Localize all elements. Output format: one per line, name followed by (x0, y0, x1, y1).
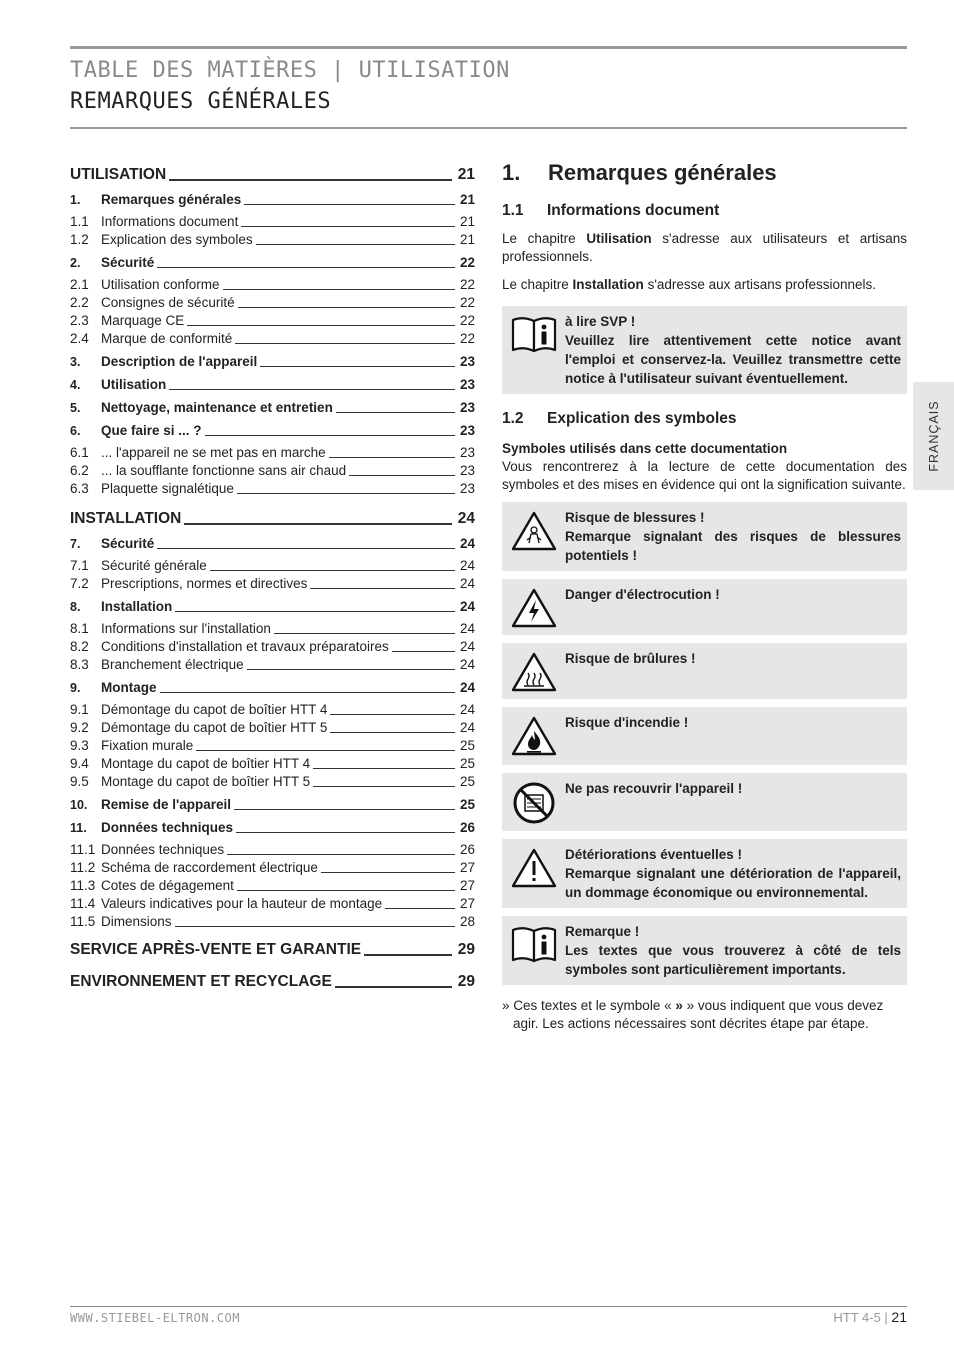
symbol-box (502, 579, 907, 635)
toc-entry-page: 22 (459, 331, 475, 346)
toc-entry-label: Cotes de dégagement (101, 878, 234, 893)
toc-entry-label: Utilisation (101, 377, 167, 392)
toc-leader-line (256, 244, 455, 245)
toc-entry (70, 353, 475, 371)
toc-entry-label: INSTALLATION (70, 510, 182, 527)
toc-entry-number: 1.1 (70, 214, 89, 229)
toc-entry-page: 23 (459, 481, 475, 496)
toc-entry (70, 444, 475, 462)
language-tab: FRANÇAIS (913, 382, 954, 490)
toc-entry-label: Remise de l'appareil (101, 797, 232, 812)
toc-entry-page: 27 (459, 878, 475, 893)
toc-entry-page: 24 (459, 576, 475, 591)
toc-entry-label: Valeurs indicatives pour la hauteur de montage (101, 896, 383, 911)
toc-leader-line (321, 872, 455, 873)
toc-entry-number: 11.5 (70, 914, 96, 929)
toc-leader-line (274, 633, 455, 634)
toc-entry-label: UTILISATION (70, 166, 167, 183)
toc-entry-page: 23 (459, 463, 475, 478)
toc-entry-number: 8. (70, 600, 81, 614)
symbol-box (502, 773, 907, 831)
symbol-title: Ne pas recouvrir l'appareil ! (565, 781, 743, 796)
toc-entry-number: 11.3 (70, 878, 96, 893)
toc-leader-line (349, 475, 455, 476)
injury-warning-icon (502, 508, 565, 565)
toc-entry (70, 557, 475, 575)
toc-entry-number: 6.3 (70, 481, 89, 496)
toc-leader-line (184, 523, 452, 525)
toc-entry-label: Nettoyage, maintenance et entretien (101, 400, 333, 415)
symbol-box (502, 643, 907, 699)
toc-entry (70, 535, 475, 553)
toc-entry-number: 1. (70, 193, 81, 207)
toc-leader-line (157, 267, 455, 268)
manual-info-icon (502, 922, 565, 979)
main-content (502, 160, 907, 1033)
toc-entry-label: ENVIRONNEMENT ET RECYCLAGE (70, 973, 332, 990)
toc-leader-line (364, 954, 452, 956)
toc-entry-label: ... la soufflante fonctionne sans air chaud (101, 463, 347, 478)
toc-entry (70, 939, 475, 961)
symbol-title: Détériorations éventuelles ! (565, 847, 743, 862)
symbol-title: Risque de blessures ! (565, 510, 705, 525)
toc-leader-line (313, 768, 455, 769)
toc-entry-page: 21 (459, 192, 475, 207)
toc-leader-line (205, 435, 455, 436)
table-of-contents (70, 164, 475, 995)
toc-entry-label: Remarques générales (101, 192, 242, 207)
toc-entry-page: 25 (459, 738, 475, 753)
toc-entry-page: 24 (459, 657, 475, 672)
toc-entry-label: Fixation murale (101, 738, 194, 753)
toc-leader-line (244, 204, 455, 205)
toc-leader-line (237, 493, 455, 494)
toc-entry-page: 26 (459, 842, 475, 857)
toc-entry-page: 24 (459, 621, 475, 636)
toc-entry (70, 213, 475, 231)
toc-entry-number: 4. (70, 378, 81, 392)
header-top-rule (70, 46, 907, 49)
toc-entry (70, 191, 475, 209)
paragraph-utilisation: Le chapitre Utilisation s'adresse aux utilisateurs et artisans professionnels. (502, 231, 908, 264)
header-title-line1: TABLE DES MATIÈRES | UTILISATION (70, 58, 510, 83)
symbol-title: Risque de brûlures ! (565, 651, 696, 666)
toc-leader-line (187, 325, 455, 326)
symbol-description: Remarque signalant des risques de blessures potentiels ! (565, 529, 901, 563)
toc-entry-page: 28 (459, 914, 475, 929)
toc-entry (70, 773, 475, 791)
header-bottom-rule (70, 127, 907, 129)
toc-entry (70, 399, 475, 417)
toc-entry-page: 24 (459, 536, 475, 551)
toc-leader-line (157, 548, 455, 549)
toc-entry-number: 11.4 (70, 896, 96, 911)
toc-entry-page: 24 (459, 639, 475, 654)
toc-leader-line (313, 786, 455, 787)
toc-leader-line (260, 366, 455, 367)
toc-spacer (70, 498, 475, 508)
toc-entry-number: 2.4 (70, 331, 89, 346)
toc-entry (70, 796, 475, 814)
toc-leader-line (223, 289, 455, 290)
toc-entry-page: 24 (459, 702, 475, 717)
symbol-description: Remarque signalant une détérioration de l'appareil, un dommage économique ou environnemental. (565, 866, 901, 900)
toc-entry (70, 575, 475, 593)
symbol-box (502, 839, 907, 908)
toc-entry-label: Branchement électrique (101, 657, 244, 672)
toc-entry-number: 5. (70, 401, 81, 415)
toc-leader-line (385, 908, 455, 909)
toc-spacer (70, 931, 475, 939)
toc-entry-number: 2.3 (70, 313, 89, 328)
toc-entry-page: 25 (459, 797, 475, 812)
symbol-box (502, 916, 907, 985)
toc-entry (70, 638, 475, 656)
toc-entry-page: 23 (459, 354, 475, 369)
toc-entry (70, 656, 475, 674)
toc-entry-page: 21 (459, 232, 475, 247)
toc-entry (70, 737, 475, 755)
toc-entry-label: Montage (101, 680, 157, 695)
toc-entry (70, 376, 475, 394)
toc-entry-number: 6.1 (70, 445, 89, 460)
toc-entry (70, 422, 475, 440)
toc-entry-label: Dimensions (101, 914, 172, 929)
toc-entry (70, 480, 475, 498)
toc-entry (70, 508, 475, 530)
toc-entry-label: Sécurité (101, 536, 155, 551)
toc-leader-line (175, 926, 455, 927)
toc-leader-line (235, 343, 455, 344)
damage-warning-icon (502, 845, 565, 902)
toc-entry-page: 22 (459, 295, 475, 310)
toc-entry-number: 6. (70, 424, 81, 438)
toc-leader-line (330, 714, 455, 715)
toc-entry (70, 877, 475, 895)
toc-entry-page: 27 (459, 896, 475, 911)
burn-warning-icon (502, 649, 565, 693)
toc-entry-number: 8.1 (70, 621, 89, 636)
toc-entry-number: 7. (70, 537, 81, 551)
toc-entry-number: 2.1 (70, 277, 89, 292)
toc-entry (70, 895, 475, 913)
toc-entry-number: 8.3 (70, 657, 89, 672)
paragraph-installation: Le chapitre Installation s'adresse aux artisans professionnels. (502, 277, 877, 292)
toc-leader-line (236, 832, 455, 833)
toc-leader-line (329, 457, 455, 458)
toc-entry-page: 29 (457, 973, 475, 990)
symbol-description: Les textes que vous trouverez à côté de tels symboles sont particulièrement importants. (565, 943, 901, 977)
toc-leader-line (175, 611, 455, 612)
toc-entry-number: 9. (70, 681, 81, 695)
toc-entry (70, 971, 475, 993)
toc-leader-line (330, 732, 455, 733)
toc-entry (70, 598, 475, 616)
toc-leader-line (238, 307, 455, 308)
toc-entry (70, 620, 475, 638)
toc-entry-number: 11.2 (70, 860, 96, 875)
toc-entry-label: Marque de conformité (101, 331, 233, 346)
toc-entry-label: Explication des symboles (101, 232, 253, 247)
toc-entry-label: Que faire si ... ? (101, 423, 202, 438)
footer-page-info: HTT 4-5 | 21 (833, 1309, 907, 1325)
toc-entry-label: Informations document (101, 214, 239, 229)
toc-leader-line (196, 750, 455, 751)
toc-entry-page: 23 (459, 423, 475, 438)
toc-entry-page: 25 (459, 756, 475, 771)
toc-leader-line (310, 588, 455, 589)
toc-entry-page: 22 (459, 277, 475, 292)
toc-entry-label: Sécurité générale (101, 558, 207, 573)
page-number: 21 (891, 1309, 907, 1325)
toc-entry-number: 1.2 (70, 232, 89, 247)
toc-entry (70, 462, 475, 480)
toc-entry-label: Montage du capot de boîtier HTT 5 (101, 774, 311, 789)
toc-entry-label: Conditions d'installation et travaux préparatoires (101, 639, 389, 654)
toc-entry-number: 8.2 (70, 639, 89, 654)
toc-entry (70, 294, 475, 312)
toc-entry-number: 6.2 (70, 463, 89, 478)
footer-url: WWW.STIEBEL-ELTRON.COM (70, 1311, 240, 1325)
toc-entry-number: 9.2 (70, 720, 89, 735)
symbol-title: Risque d'incendie ! (565, 715, 689, 730)
toc-entry-page: 26 (459, 820, 475, 835)
toc-leader-line (247, 669, 455, 670)
toc-entry (70, 719, 475, 737)
toc-entry-label: Marquage CE (101, 313, 185, 328)
toc-entry-number: 7.2 (70, 576, 89, 591)
toc-entry-page: 21 (457, 166, 475, 183)
toc-entry-number: 9.1 (70, 702, 89, 717)
electrocution-warning-icon (502, 585, 565, 629)
toc-entry (70, 819, 475, 837)
toc-entry-page: 24 (459, 558, 475, 573)
toc-entry-page: 21 (459, 214, 475, 229)
toc-entry-label: Utilisation conforme (101, 277, 220, 292)
toc-entry-number: 3. (70, 355, 81, 369)
toc-entry-page: 24 (457, 510, 475, 527)
toc-leader-line (234, 809, 455, 810)
toc-entry (70, 254, 475, 272)
toc-leader-line (160, 692, 456, 693)
toc-entry-label: Description de l'appareil (101, 354, 258, 369)
toc-entry-label: Plaquette signalétique (101, 481, 234, 496)
toc-entry-number: 2. (70, 256, 81, 270)
toc-leader-line (169, 179, 452, 181)
toc-entry (70, 276, 475, 294)
toc-entry (70, 312, 475, 330)
toc-entry (70, 913, 475, 931)
toc-entry-page: 23 (459, 400, 475, 415)
toc-entry-page: 23 (459, 445, 475, 460)
toc-entry-label: ... l'appareil ne se met pas en marche (101, 445, 326, 460)
read-notice-box: à lire SVP ! Veuillez lire attentivement cette notice avant l'emploi et conservez-la. Veuillez transmettre cette notice à l'utilisateur suivant éventuellement. (502, 306, 907, 394)
symbols-list (502, 502, 907, 985)
fire-warning-icon (502, 713, 565, 759)
toc-entry-label: Démontage du capot de boîtier HTT 4 (101, 702, 328, 717)
toc-entry-label: Installation (101, 599, 173, 614)
toc-entry-label: Démontage du capot de boîtier HTT 5 (101, 720, 328, 735)
toc-entry-page: 29 (457, 941, 475, 958)
manual-info-icon (502, 312, 565, 388)
toc-leader-line (335, 986, 452, 988)
toc-entry-page: 24 (459, 599, 475, 614)
toc-entry-number: 9.4 (70, 756, 89, 771)
toc-entry-label: Montage du capot de boîtier HTT 4 (101, 756, 311, 771)
toc-entry (70, 231, 475, 249)
toc-entry (70, 755, 475, 773)
toc-entry-page: 25 (459, 774, 475, 789)
toc-entry-page: 24 (459, 680, 475, 695)
footer-rule (70, 1306, 907, 1307)
toc-entry-label: Prescriptions, normes et directives (101, 576, 308, 591)
toc-entry (70, 330, 475, 348)
toc-entry-page: 22 (459, 255, 475, 270)
symbol-box (502, 502, 907, 571)
toc-entry-label: Données techniques (101, 820, 234, 835)
toc-entry-page: 23 (459, 377, 475, 392)
symbols-subtitle: Symboles utilisés dans cette documentation (502, 441, 788, 456)
toc-entry (70, 859, 475, 877)
toc-leader-line (336, 412, 455, 413)
toc-leader-line (169, 389, 455, 390)
toc-entry-page: 24 (459, 720, 475, 735)
symbol-title: Danger d'électrocution ! (565, 587, 720, 602)
toc-entry-number: 7.1 (70, 558, 89, 573)
toc-entry-label: SERVICE APRÈS-VENTE ET GARANTIE (70, 941, 362, 958)
toc-leader-line (210, 570, 455, 571)
subsection-heading-1-1: 1.1 Informations document (502, 202, 720, 219)
toc-entry (70, 164, 475, 186)
toc-entry-number: 9.5 (70, 774, 89, 789)
toc-entry-label: Schéma de raccordement électrique (101, 860, 318, 875)
toc-entry-number: 11.1 (70, 842, 96, 857)
toc-entry-label: Données techniques (101, 842, 225, 857)
symbols-description: Vous rencontrerez à la lecture de cette documentation des symboles et des mises en évidence qui ont la signification suivante. (502, 459, 907, 492)
toc-entry-number: 10. (70, 798, 88, 812)
toc-entry-label: Sécurité (101, 255, 155, 270)
action-note: » Ces textes et le symbole « » » vous indiquent que vous devez agir. Les actions nécessaires sont décrites étape par étape. (502, 998, 884, 1031)
toc-entry (70, 679, 475, 697)
toc-entry-label: Informations sur l'installation (101, 621, 271, 636)
toc-entry-label: Consignes de sécurité (101, 295, 235, 310)
do-not-cover-icon (502, 779, 565, 825)
toc-leader-line (241, 226, 455, 227)
toc-leader-line (227, 854, 455, 855)
toc-leader-line (237, 890, 455, 891)
toc-entry-number: 11. (70, 821, 87, 835)
toc-entry-number: 2.2 (70, 295, 89, 310)
toc-entry-number: 9.3 (70, 738, 89, 753)
toc-leader-line (392, 651, 455, 652)
toc-spacer (70, 963, 475, 971)
toc-entry (70, 701, 475, 719)
header-title-line2: REMARQUES GÉNÉRALES (70, 89, 332, 114)
toc-entry-page: 22 (459, 313, 475, 328)
symbol-title: Remarque ! (565, 924, 640, 939)
toc-entry (70, 841, 475, 859)
subsection-heading-1-2: 1.2 Explication des symboles (502, 410, 737, 427)
symbol-box (502, 707, 907, 765)
toc-entry-page: 27 (459, 860, 475, 875)
section-heading: 1. Remarques générales (502, 160, 777, 185)
